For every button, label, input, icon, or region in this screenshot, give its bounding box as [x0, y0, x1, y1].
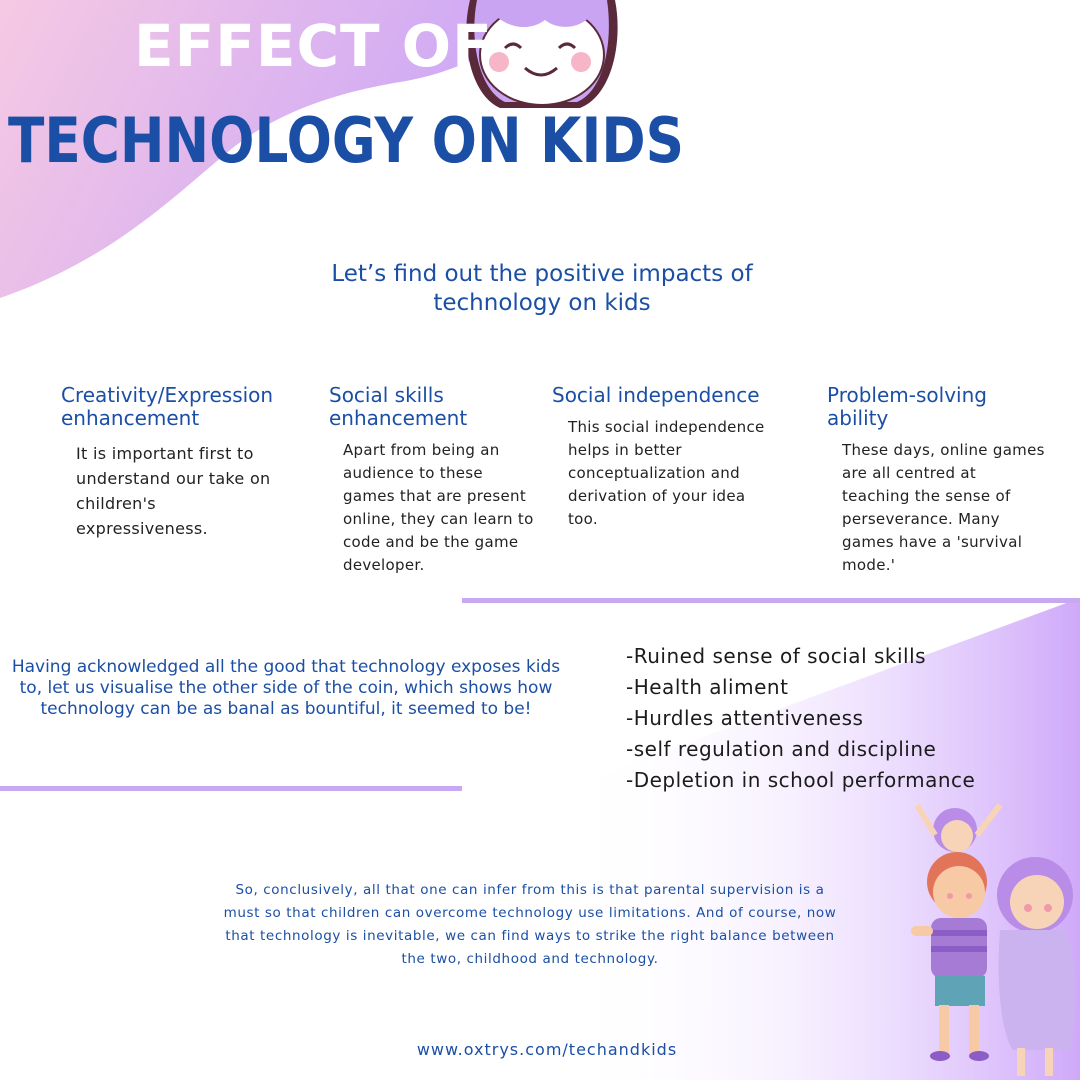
positive-heading-creativity: Creativity/Expression enhancement: [61, 383, 274, 430]
positive-heading-problem-solving: Problem-solving ability: [827, 383, 987, 430]
conclusion-paragraph: So, conclusively, all that one can infer from this is that parental supervision is a must so that children can overcome technology use limitations. And of course, now that technology is inevitable, we can find ways to strike the right balance between the two, childhood and technology.: [223, 882, 837, 967]
positive-body-social-independence: This social independence helps in better conceptualization and derivation of your idea too.: [568, 418, 765, 528]
title-line-2: TECHNOLOGY ON KIDS: [8, 104, 685, 177]
negative-item: -Depletion in school performance: [626, 768, 976, 792]
divider-top: [462, 598, 1080, 603]
positive-heading-social-skills: Social skills enhancement: [329, 383, 468, 430]
positive-body-social-skills: Apart from being an audience to these games that are present online, they can learn to code and be the game developer.: [343, 441, 534, 574]
subtitle: Let’s find out the positive impacts of technology on kids: [331, 261, 753, 316]
kids-illustration: [895, 800, 1080, 1080]
positive-body-problem-solving: These days, online games are all centred at teaching the sense of perseverance. Many games have a 'survival mode.': [842, 441, 1045, 574]
positive-heading-social-independence: Social independence: [552, 383, 760, 407]
negative-impacts-list: [626, 641, 975, 796]
pivot-paragraph: Having acknowledged all the good that technology exposes kids to, let us visualise the other side of the coin, which shows how technology can be as banal as bountiful, it seemed to be!: [11, 657, 561, 719]
title-line-1: EFFECT OF: [134, 12, 493, 80]
positive-body-creativity: It is important first to understand our take on children's expressiveness.: [76, 444, 271, 538]
footer-url-link[interactable]: www.oxtrys.com/techandkids: [416, 1040, 678, 1059]
negative-item: -Ruined sense of social skills: [626, 644, 927, 668]
negative-item: -Health aliment: [626, 675, 789, 699]
negative-item: -self regulation and discipline: [626, 737, 937, 761]
divider-bottom: [0, 786, 462, 791]
negative-item: -Hurdles attentiveness: [626, 706, 864, 730]
